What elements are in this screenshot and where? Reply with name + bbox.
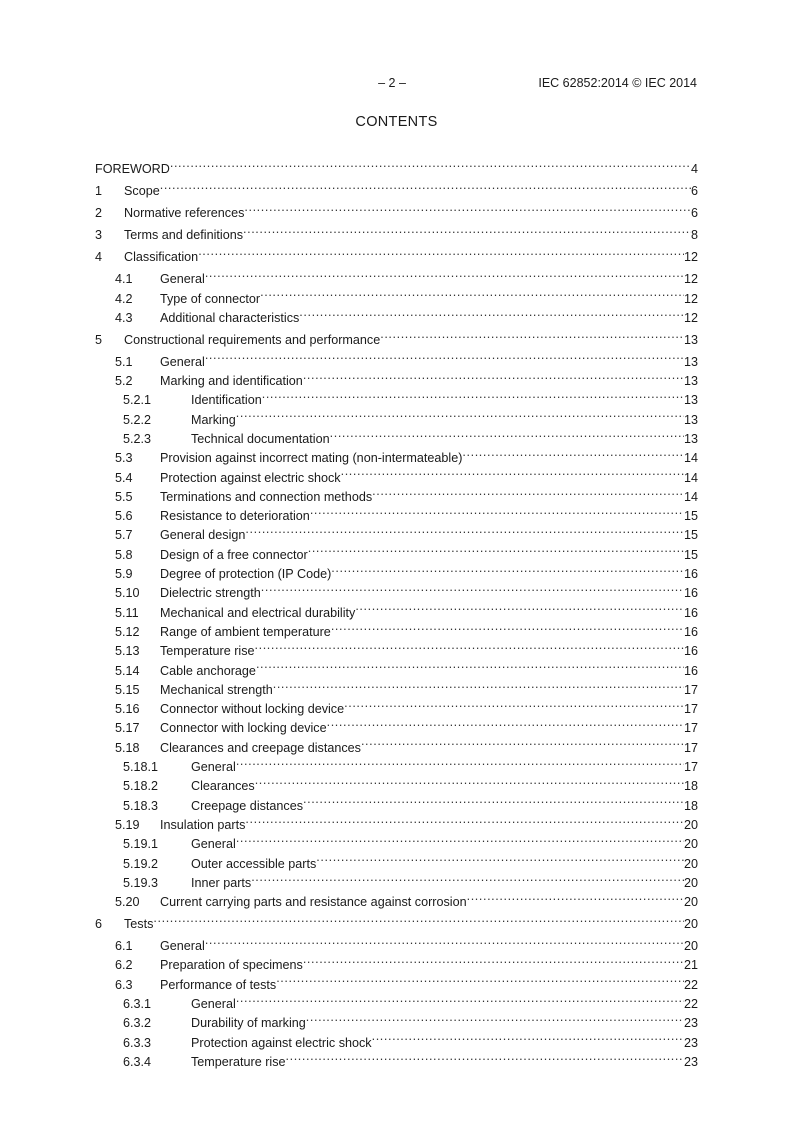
toc-entry-number: 5.2.2 [123, 412, 152, 427]
dot-leader [153, 909, 684, 928]
toc-entry-title: Creepage distances [191, 798, 304, 813]
toc-entry-number: 5.20 [115, 895, 140, 910]
dot-leader [310, 501, 684, 520]
toc-entry-page: 22 [683, 977, 698, 992]
toc-entry-title: General [160, 354, 205, 369]
toc-entry-number: 6.3.1 [123, 996, 152, 1011]
toc-entry-page: 20 [683, 837, 698, 852]
dot-leader [380, 325, 684, 344]
toc-entry-page: 22 [683, 996, 698, 1011]
toc-entry-number: 5.1 [115, 354, 133, 369]
toc-entry-page: 18 [683, 779, 698, 794]
toc-entry-title: General design [160, 528, 246, 543]
toc-entry-page: 13 [683, 393, 698, 408]
toc-entry-title: General [191, 837, 236, 852]
dot-leader [245, 520, 684, 539]
toc-entry-title: Type of connector [160, 291, 261, 306]
toc-entry-title: Terms and definitions [124, 228, 244, 243]
page-header [0, 76, 793, 92]
toc-entry-page: 23 [683, 1054, 698, 1069]
dot-leader [236, 752, 684, 771]
toc-entry-title: General [191, 760, 236, 775]
toc-entry-page: 14 [683, 470, 698, 485]
toc-entry[interactable] [95, 909, 698, 932]
toc-entry-number: 6.3.2 [123, 1016, 152, 1031]
toc-entry-page: 6 [690, 184, 698, 199]
toc-entry-title: Mechanical strength [160, 682, 273, 697]
toc-entry-title: Provision against incorrect mating (non-intermateable) [160, 451, 463, 466]
toc-entry-number: 5.11 [115, 605, 139, 620]
toc-entry-title: Connector without locking device [160, 702, 345, 717]
toc-entry-page: 17 [683, 740, 698, 755]
toc-entry-page: 8 [690, 228, 698, 243]
toc-entry-page: 15 [683, 528, 698, 543]
toc-entry-number: 5.19.1 [123, 837, 159, 852]
toc-entry-number: 5.5 [115, 489, 133, 504]
toc-entry-number: 5.6 [115, 509, 133, 524]
dot-leader [243, 220, 691, 239]
toc-entry-title: Terminations and connection methods [160, 489, 373, 504]
toc-entry-number: 4.2 [115, 291, 133, 306]
toc-entry-page: 16 [683, 624, 698, 639]
toc-entry-page: 20 [683, 817, 698, 832]
toc-entry-title: Protection against electric shock [160, 470, 341, 485]
toc-entry-page: 23 [683, 1016, 698, 1031]
toc-entry-title: Outer accessible parts [191, 856, 317, 871]
toc-entry-page: 14 [683, 489, 698, 504]
dot-leader [255, 636, 684, 655]
dot-leader [344, 694, 684, 713]
toc-entry-number: 5.14 [115, 663, 140, 678]
toc-entry-page: 16 [683, 586, 698, 601]
dot-leader [286, 1047, 684, 1066]
toc-entry-title: Scope [124, 184, 160, 199]
dot-leader [355, 597, 684, 616]
toc-entry-title: Preparation of specimens [160, 958, 303, 973]
toc-entry-page: 17 [683, 721, 698, 736]
toc-entry-number: 5.10 [115, 586, 140, 601]
toc-entry-number: 5.15 [115, 682, 140, 697]
toc-entry-number: 5.17 [115, 721, 140, 736]
toc-entry-number: 5.13 [115, 644, 140, 659]
toc-entry-page: 16 [683, 644, 698, 659]
dot-leader [255, 771, 684, 790]
toc-entry-title: Clearances [191, 779, 255, 794]
toc-entry-number: 5.19.3 [123, 875, 159, 890]
toc-entry-title: Technical documentation [191, 431, 330, 446]
toc-entry[interactable] [95, 198, 698, 221]
toc-entry-title: Temperature rise [160, 644, 255, 659]
toc-entry-page: 16 [683, 663, 698, 678]
toc-entry-page: 13 [683, 332, 698, 347]
toc-entry-title: Marking [191, 412, 236, 427]
toc-entry-title: Marking and identification [160, 374, 303, 389]
toc-entry-number: 5.18 [115, 740, 140, 755]
toc-entry-number: 6.1 [115, 939, 133, 954]
dot-leader [372, 1027, 684, 1046]
toc-entry-title: Design of a free connector [160, 547, 308, 562]
toc-entry-title: Temperature rise [191, 1054, 286, 1069]
toc-entry-number: 6 [95, 917, 103, 932]
toc-entry-title: Inner parts [191, 875, 252, 890]
toc-entry-page: 20 [683, 856, 698, 871]
dot-leader [244, 198, 691, 217]
dot-leader [331, 559, 684, 578]
dot-leader [308, 539, 684, 558]
dot-leader [372, 482, 684, 501]
dot-leader [160, 176, 691, 195]
toc-entry-number: 5.12 [115, 624, 140, 639]
table-of-contents [95, 154, 698, 1069]
toc-entry-title: Insulation parts [160, 817, 246, 832]
toc-entry-number: 5.2.1 [123, 393, 152, 408]
toc-entry-page: 13 [683, 412, 698, 427]
dot-leader [299, 303, 684, 322]
toc-entry-number: 5.19 [115, 817, 140, 832]
toc-entry-number: 3 [95, 228, 103, 243]
page-number: – 2 – [378, 76, 406, 90]
toc-entry-title: Degree of protection (IP Code) [160, 567, 332, 582]
toc-entry-title: Tests [124, 917, 154, 932]
toc-entry-title: FOREWORD [95, 162, 170, 177]
toc-entry-number: 5.9 [115, 567, 133, 582]
contents-title: CONTENTS [355, 114, 438, 130]
dot-leader [303, 790, 684, 809]
toc-entry-page: 14 [683, 451, 698, 466]
toc-entry[interactable] [95, 154, 698, 177]
toc-entry-number: 4 [95, 250, 103, 265]
toc-entry-page: 13 [683, 431, 698, 446]
dot-leader [330, 424, 684, 443]
toc-entry-number: 2 [95, 206, 103, 221]
toc-entry-title: Identification [191, 393, 262, 408]
toc-entry-number: 5.2 [115, 374, 133, 389]
dot-leader [303, 950, 684, 969]
dot-leader [205, 931, 684, 950]
dot-leader [260, 283, 684, 302]
toc-entry-page: 13 [683, 354, 698, 369]
toc-entry-title: Performance of tests [160, 977, 277, 992]
dot-leader [303, 366, 684, 385]
toc-entry-title: General [191, 996, 236, 1011]
dot-leader [261, 578, 684, 597]
dot-leader [306, 1008, 684, 1027]
toc-entry-number: 5.2.3 [123, 431, 152, 446]
toc-entry-page: 17 [683, 682, 698, 697]
toc-entry-page: 20 [683, 875, 698, 890]
dot-leader [236, 989, 684, 1008]
toc-entry-page: 17 [683, 702, 698, 717]
toc-entry-title: General [160, 272, 205, 287]
toc-entry-title: Resistance to deterioration [160, 509, 310, 524]
toc-entry-page: 17 [683, 760, 698, 775]
toc-entry-page: 20 [683, 939, 698, 954]
dot-leader [236, 404, 684, 423]
toc-entry-page: 12 [683, 310, 698, 325]
toc-entry-number: 5.18.3 [123, 798, 159, 813]
toc-entry-number: 5.4 [115, 470, 133, 485]
toc-entry-title: Clearances and creepage distances [160, 740, 361, 755]
toc-entry-page: 21 [683, 958, 698, 973]
toc-entry-number: 5.8 [115, 547, 133, 562]
toc-entry-page: 6 [690, 206, 698, 221]
toc-entry-page: 16 [683, 605, 698, 620]
toc-entry-page: 13 [683, 374, 698, 389]
toc-entry-number: 6.2 [115, 958, 133, 973]
toc-entry-title: Additional characteristics [160, 310, 300, 325]
document-reference: IEC 62852:2014 © IEC 2014 [538, 76, 697, 90]
dot-leader [316, 848, 684, 867]
toc-entry-title: Normative references [124, 206, 245, 221]
dot-leader [236, 829, 684, 848]
toc-entry-number: 6.3.4 [123, 1054, 152, 1069]
toc-entry[interactable] [95, 176, 698, 199]
dot-leader [198, 242, 684, 261]
toc-entry-page: 16 [683, 567, 698, 582]
toc-entry-number: 4.1 [115, 272, 133, 287]
dot-leader [462, 443, 684, 462]
dot-leader [361, 732, 684, 751]
dot-leader [327, 713, 684, 732]
toc-entry-page: 15 [683, 509, 698, 524]
dot-leader [205, 264, 684, 283]
dot-leader [245, 810, 684, 829]
toc-entry-number: 5.19.2 [123, 856, 159, 871]
toc-entry-title: Dielectric strength [160, 586, 261, 601]
dot-leader [331, 617, 684, 636]
toc-entry[interactable] [95, 931, 698, 954]
toc-entry-number: 5.18.1 [123, 760, 159, 775]
dot-leader [341, 462, 684, 481]
toc-entry-page: 12 [683, 250, 698, 265]
toc-entry-page: 23 [683, 1035, 698, 1050]
toc-entry-title: Mechanical and electrical durability [160, 605, 356, 620]
toc-entry-number: 5 [95, 332, 103, 347]
toc-entry-page: 12 [683, 272, 698, 287]
toc-entry-number: 1 [95, 184, 103, 199]
dot-leader [251, 868, 684, 887]
toc-entry-number: 5.3 [115, 451, 133, 466]
toc-entry-number: 6.3.3 [123, 1035, 152, 1050]
toc-entry-page: 12 [683, 291, 698, 306]
toc-entry-number: 5.7 [115, 528, 133, 543]
dot-leader [256, 655, 684, 674]
toc-entry-page: 20 [683, 917, 698, 932]
dot-leader [170, 154, 691, 173]
toc-entry-title: Constructional requirements and performance [124, 332, 381, 347]
toc-entry-title: Current carrying parts and resistance against corrosion [160, 895, 467, 910]
toc-entry-title: Connector with locking device [160, 721, 327, 736]
toc-entry-title: Classification [124, 250, 199, 265]
dot-leader [205, 346, 684, 365]
dot-leader [276, 969, 684, 988]
toc-entry-page: 15 [683, 547, 698, 562]
toc-entry-number: 5.16 [115, 702, 140, 717]
toc-entry-number: 5.18.2 [123, 779, 159, 794]
toc-entry-number: 6.3 [115, 977, 133, 992]
dot-leader [273, 675, 684, 694]
toc-entry-number: 4.3 [115, 310, 133, 325]
toc-entry-title: General [160, 939, 205, 954]
toc-entry-title: Cable anchorage [160, 663, 256, 678]
toc-entry-title: Durability of marking [191, 1016, 306, 1031]
dot-leader [262, 385, 684, 404]
toc-entry-title: Protection against electric shock [191, 1035, 372, 1050]
toc-entry-page: 18 [683, 798, 698, 813]
toc-entry-page: 4 [690, 162, 698, 177]
toc-entry-title: Range of ambient temperature [160, 624, 331, 639]
toc-entry-page: 20 [683, 895, 698, 910]
dot-leader [467, 887, 684, 906]
